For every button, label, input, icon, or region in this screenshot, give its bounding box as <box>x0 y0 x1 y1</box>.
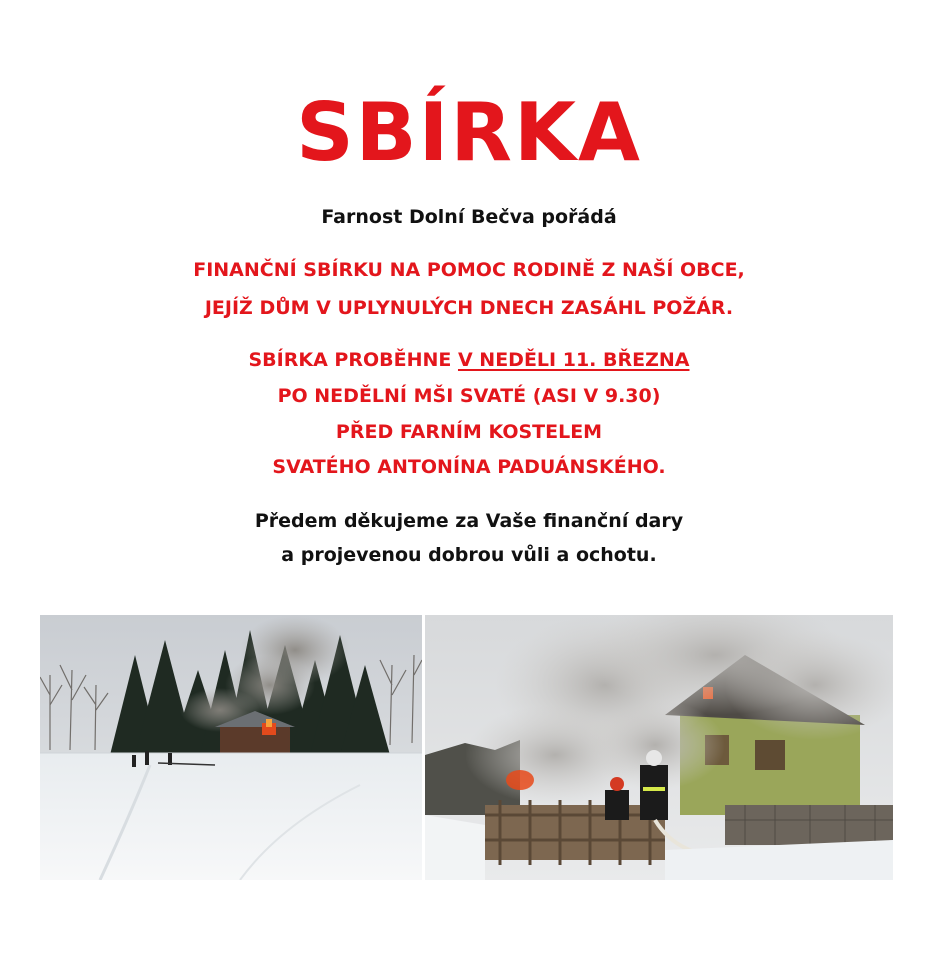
details-line-2: PO NEDĚLNÍ MŠI SVATÉ (ASI V 9.30) <box>277 385 661 407</box>
details-prefix: SBÍRKA PROBĚHNE <box>248 349 458 371</box>
thanks-line-2: a projevenou dobrou vůli a ochotu. <box>281 544 657 566</box>
poster-title: SBÍRKA <box>296 86 642 179</box>
collection-date: V NEDĚLI 11. BŘEZNA <box>457 349 690 371</box>
purpose-line-1: FINANČNÍ SBÍRKU NA POMOC RODINĚ Z NAŠÍ OBCE, <box>193 259 745 281</box>
organizer-line: Farnost Dolní Bečva pořádá <box>321 206 617 228</box>
details-line-1 <box>0 346 938 374</box>
purpose-line-2: JEJÍŽ DŮM V UPLYNULÝCH DNECH ZASÁHL POŽÁR. <box>204 297 734 319</box>
details-line-3: PŘED FARNÍM KOSTELEM <box>335 421 603 443</box>
details-line-4: SVATÉHO ANTONÍNA PADUÁNSKÉHO. <box>272 456 666 478</box>
burning-house-distant-photo <box>40 615 422 880</box>
burning-house-close-photo <box>425 615 893 880</box>
thanks-line-1: Předem děkujeme za Vaše finanční dary <box>254 510 684 532</box>
